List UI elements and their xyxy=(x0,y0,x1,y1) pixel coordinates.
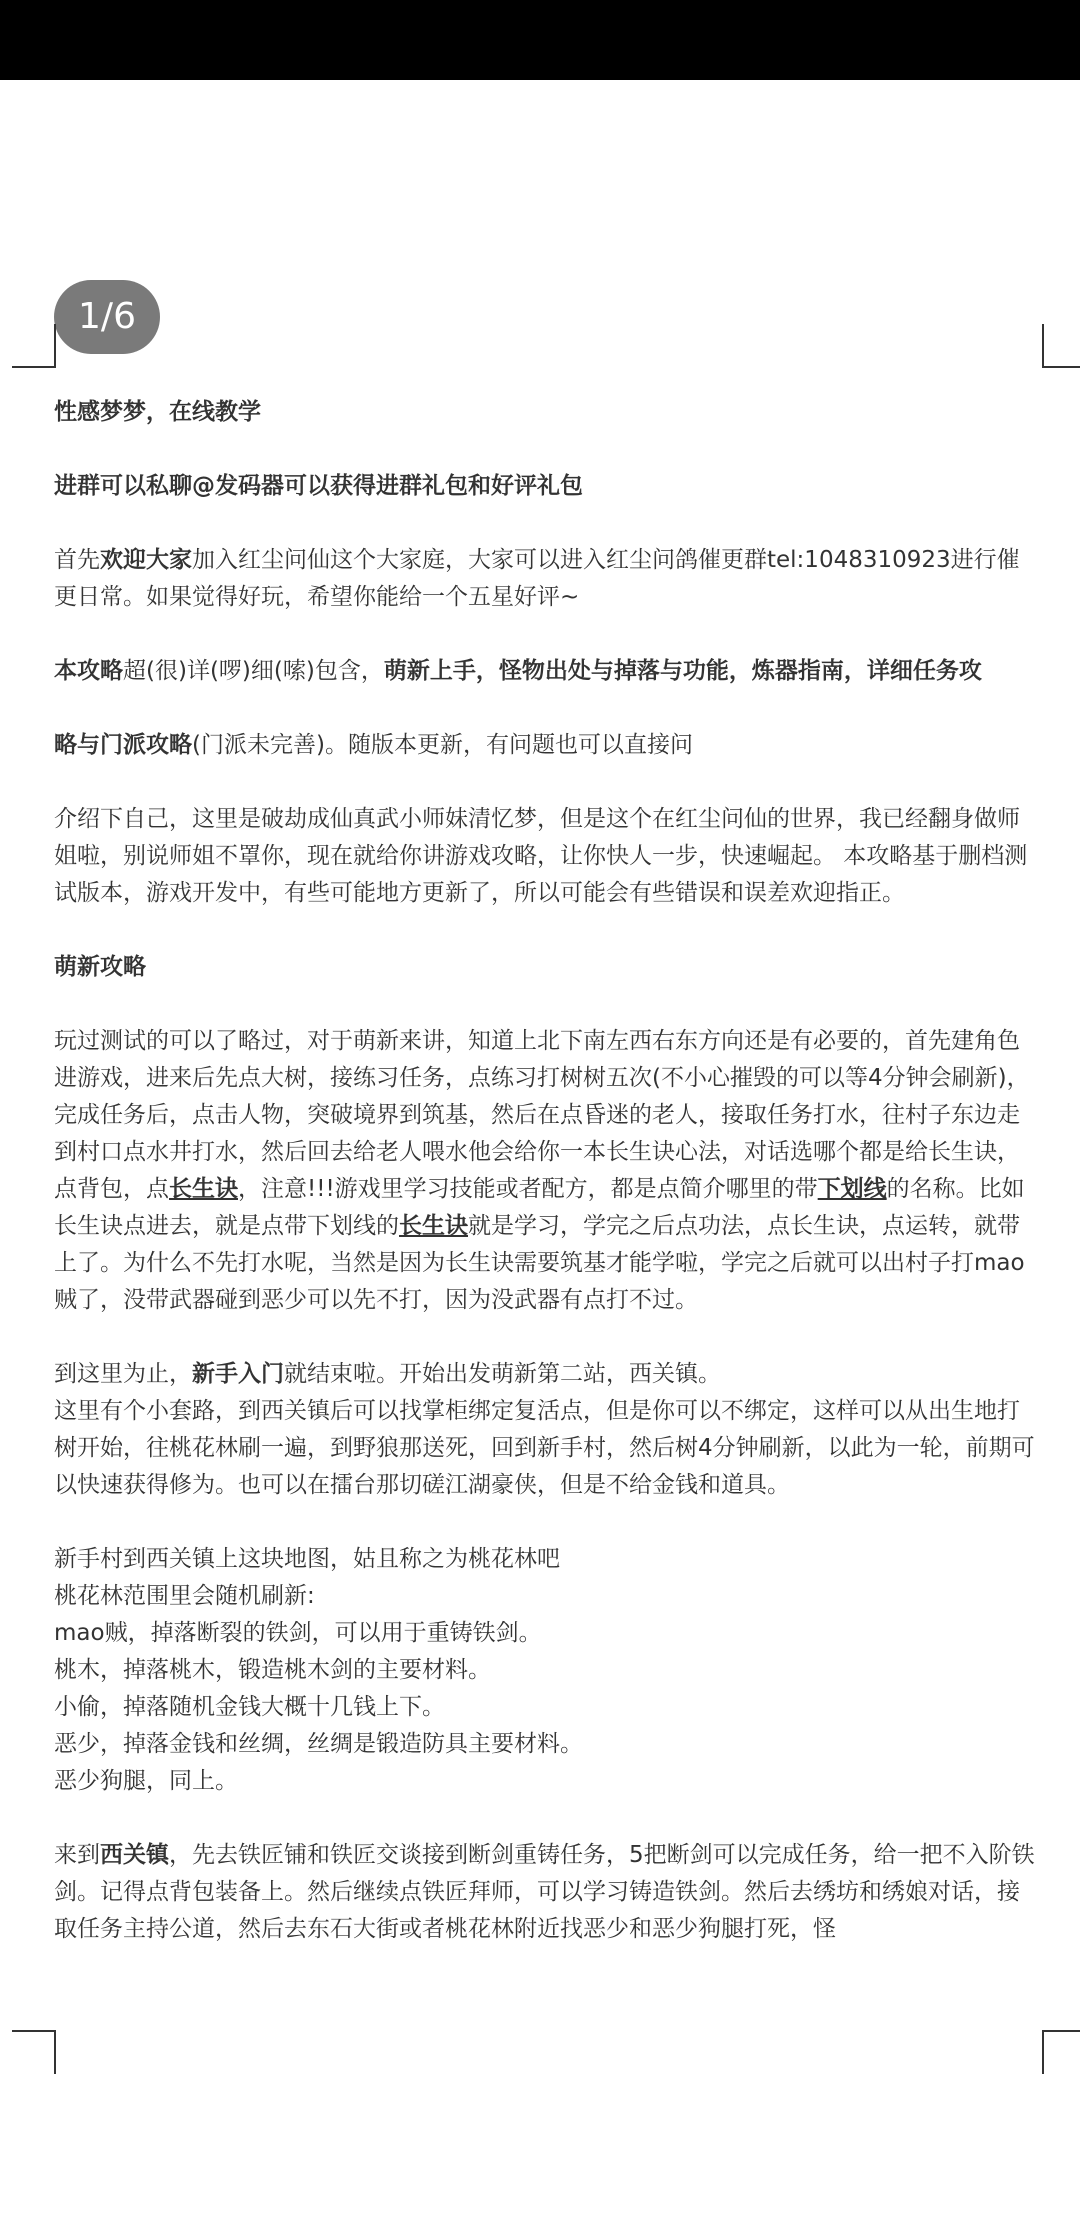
xiguan-tip-paragraph: 这里有个小套路，到西关镇后可以找掌柜绑定复活点，但是你可以不绑定，这样可以从出生地打树开始，往桃花林刷一遍，到野狼那送死，回到新手村，然后树4分钟刷新，以此为一轮，前期可以快速获得修为。也可以在擂台那切磋江湖豪侠，但是不给金钱和道具。 xyxy=(54,1398,1035,1498)
status-bar xyxy=(0,0,1080,80)
group-gift-notice: 进群可以私聊@发码器可以获得进群礼包和好评礼包 xyxy=(54,473,583,499)
list-item: 桃木，掉落桃木，锻造桃木剑的主要材料。 xyxy=(54,1657,491,1683)
crop-mark-bottom-left xyxy=(12,2030,56,2074)
newbie-guide-paragraph: 玩过测试的可以了略过，对于萌新来讲，知道上北下南左西右东方向还是有必要的，首先建角色进游戏，进来后先点大树，接练习任务，点练习打树树五次(不小心摧毁的可以等4分钟会刷新)，完成任务后，点击人物，突破境界到筑基，然后在点昏迷的老人，接取任务打水，往村子东边走到村口点水井打水，然后回去给老人喂水他会给你一本长生诀心法，对话选哪个都是给长生诀，点背包，点长生诀，注意!!!游戏里学习技能或者配方，都是点简介哪里的带下划线的名称。比如长生诀点进去，就是点带下划线的长生诀就是学习，学完之后点功法，点长生诀，点运转，就带上了。为什么不先打水呢，当然是因为长生诀需要筑基才能学啦，学完之后就可以出村子打mao贼了，没带武器碰到恶少可以先不打，因为没武器有点打不过。 xyxy=(54,1028,1030,1313)
section-heading-newbie: 萌新攻略 xyxy=(54,954,146,980)
guide-contents-line-2: 略与门派攻略(门派未完善)。随版本更新，有问题也可以直接问 xyxy=(54,732,693,758)
intro-heading: 性感梦梦，在线教学 xyxy=(54,399,261,425)
list-item: mao贼，掉落断裂的铁剑，可以用于重铸铁剑。 xyxy=(54,1620,542,1646)
document-body xyxy=(54,394,1040,2010)
crop-mark-top-left xyxy=(12,324,56,368)
list-item: 恶少，掉落金钱和丝绸，丝绸是锻造防具主要材料。 xyxy=(54,1731,583,1757)
page-indicator-badge: 1/6 xyxy=(54,280,160,354)
skill-link-changshengjue-2: 长生诀 xyxy=(399,1213,468,1239)
list-item: 桃花林范围里会随机刷新: xyxy=(54,1583,315,1609)
newbie-end-paragraph: 到这里为止，新手入门就结束啦。开始出发萌新第二站，西关镇。 xyxy=(54,1361,721,1387)
crop-mark-top-right xyxy=(1042,324,1080,368)
welcome-paragraph: 首先欢迎大家加入红尘问仙这个大家庭，大家可以进入红尘问鸽催更群tel:1048310923进行催更日常。如果觉得好玩，希望你能给一个五星好评~ xyxy=(54,547,1020,610)
list-item: 小偷，掉落随机金钱大概十几钱上下。 xyxy=(54,1694,445,1720)
list-item: 新手村到西关镇上这块地图，姑且称之为桃花林吧 xyxy=(54,1546,560,1572)
guide-contents-line-1: 本攻略超(很)详(啰)细(嗦)包含，萌新上手，怪物出处与掉落与功能，炼器指南，详细任务攻 xyxy=(54,658,982,684)
self-intro-paragraph: 介绍下自己，这里是破劫成仙真武小师妹清忆梦，但是这个在红尘问仙的世界，我已经翻身做师姐啦，别说师姐不罩你，现在就给你讲游戏攻略，让你快人一步，快速崛起。 本攻略基于删档测试版本，游戏开发中，有些可能地方更新了，所以可能会有些错误和误差欢迎指正。 xyxy=(54,806,1028,906)
underline-term: 下划线 xyxy=(817,1176,887,1202)
list-item: 恶少狗腿，同上。 xyxy=(54,1768,238,1794)
xiguan-town-paragraph: 来到西关镇，先去铁匠铺和铁匠交谈接到断剑重铸任务，5把断剑可以完成任务，给一把不入阶铁剑。记得点背包装备上。然后继续点铁匠拜师，可以学习铸造铁剑。然后去绣坊和绣娘对话，接取任务主持公道，然后去东石大街或者桃花林附近找恶少和恶少狗腿打死，怪 xyxy=(54,1842,1035,1942)
skill-link-changshengjue: 长生诀 xyxy=(169,1176,238,1202)
crop-mark-bottom-right xyxy=(1042,2030,1080,2074)
